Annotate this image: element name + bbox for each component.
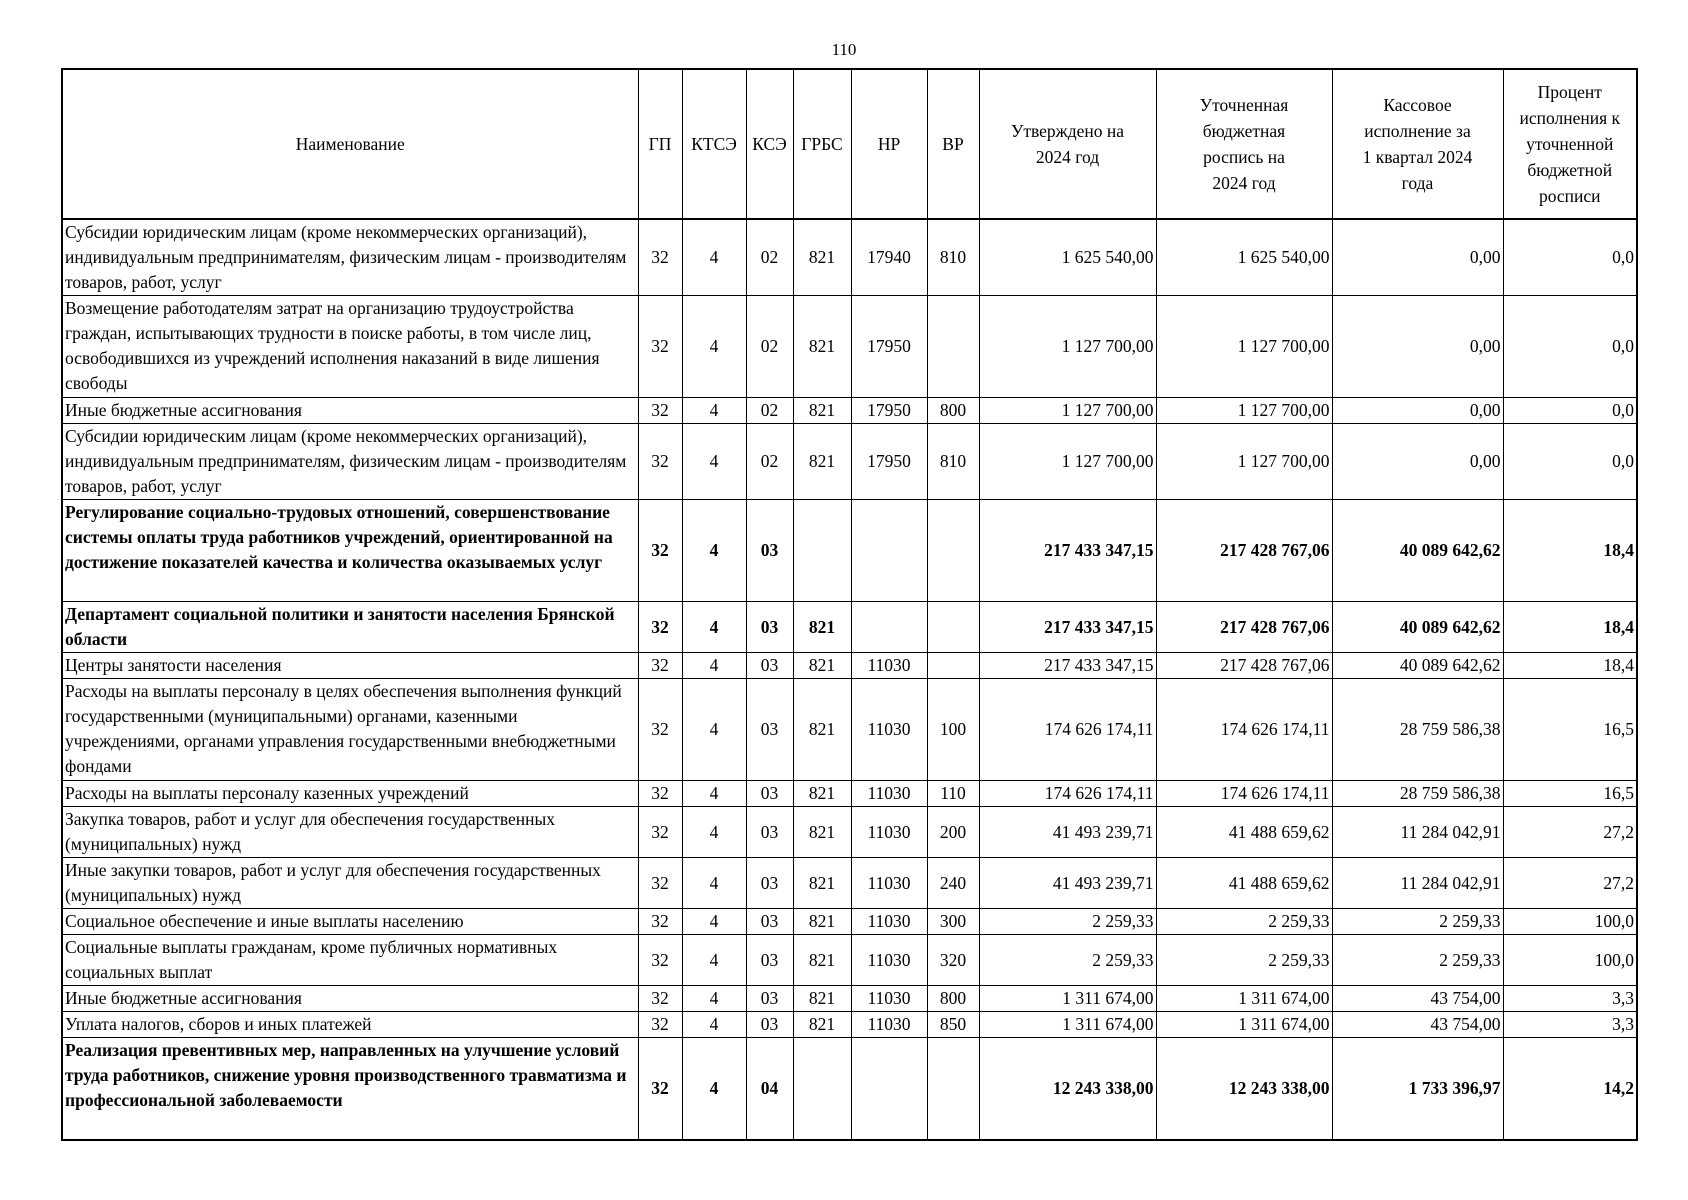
cell-cash: 11 284 042,91 <box>1332 807 1503 858</box>
cell-cash: 28 759 586,38 <box>1332 781 1503 807</box>
cell-grbs: 821 <box>793 781 851 807</box>
cell-name: Субсидии юридическим лицам (кроме некоммерческих организаций), индивидуальным предпринимателям, физическим лицам - производителям товаров, работ, услуг <box>62 424 638 500</box>
cell-percent: 27,2 <box>1503 807 1637 858</box>
cell-refined: 2 259,33 <box>1156 935 1332 986</box>
cell-name: Иные бюджетные ассигнования <box>62 398 638 424</box>
cell-kse: 03 <box>746 986 793 1012</box>
cell-ktse: 4 <box>682 296 746 398</box>
cell-grbs: 821 <box>793 986 851 1012</box>
cell-kse: 03 <box>746 1012 793 1038</box>
cell-approved: 1 127 700,00 <box>979 424 1156 500</box>
cell-ktse: 4 <box>682 219 746 296</box>
cell-nr: 11030 <box>851 1012 927 1038</box>
table-row <box>62 653 1637 679</box>
cell-grbs: 821 <box>793 935 851 986</box>
cell-approved: 217 433 347,15 <box>979 653 1156 679</box>
table-row <box>62 1038 1637 1140</box>
cell-name: Департамент социальной политики и занятости населения Брянской области <box>62 602 638 653</box>
cell-vr: 810 <box>927 219 979 296</box>
cell-nr: 17940 <box>851 219 927 296</box>
cell-gp: 32 <box>638 858 682 909</box>
cell-refined: 1 127 700,00 <box>1156 424 1332 500</box>
cell-ktse: 4 <box>682 424 746 500</box>
cell-approved: 217 433 347,15 <box>979 602 1156 653</box>
cell-kse: 02 <box>746 296 793 398</box>
header-vr: ВР <box>927 69 979 219</box>
cell-kse: 03 <box>746 500 793 602</box>
cell-kse: 03 <box>746 653 793 679</box>
cell-ktse: 4 <box>682 807 746 858</box>
cell-vr: 320 <box>927 935 979 986</box>
table-body <box>62 219 1637 1140</box>
cell-grbs: 821 <box>793 424 851 500</box>
cell-percent: 0,0 <box>1503 219 1637 296</box>
cell-name: Социальное обеспечение и иные выплаты населению <box>62 909 638 935</box>
cell-nr: 11030 <box>851 935 927 986</box>
cell-grbs: 821 <box>793 679 851 781</box>
cell-cash: 0,00 <box>1332 398 1503 424</box>
table-row <box>62 781 1637 807</box>
cell-cash: 43 754,00 <box>1332 1012 1503 1038</box>
cell-refined: 1 127 700,00 <box>1156 296 1332 398</box>
cell-cash: 43 754,00 <box>1332 986 1503 1012</box>
cell-refined: 2 259,33 <box>1156 909 1332 935</box>
cell-grbs <box>793 1038 851 1140</box>
cell-ktse: 4 <box>682 602 746 653</box>
header-grbs: ГРБС <box>793 69 851 219</box>
cell-approved: 2 259,33 <box>979 935 1156 986</box>
cell-percent: 0,0 <box>1503 398 1637 424</box>
cell-ktse: 4 <box>682 398 746 424</box>
table-row <box>62 424 1637 500</box>
cell-approved: 2 259,33 <box>979 909 1156 935</box>
cell-name: Закупка товаров, работ и услуг для обеспечения государственных (муниципальных) нужд <box>62 807 638 858</box>
cell-kse: 03 <box>746 909 793 935</box>
budget-table <box>61 68 1638 1141</box>
cell-kse: 03 <box>746 935 793 986</box>
cell-grbs: 821 <box>793 909 851 935</box>
cell-percent: 16,5 <box>1503 679 1637 781</box>
cell-vr <box>927 1038 979 1140</box>
table-row <box>62 398 1637 424</box>
table-row <box>62 1012 1637 1038</box>
cell-vr: 100 <box>927 679 979 781</box>
cell-ktse: 4 <box>682 781 746 807</box>
header-gp: ГП <box>638 69 682 219</box>
cell-refined: 1 311 674,00 <box>1156 1012 1332 1038</box>
cell-cash: 2 259,33 <box>1332 909 1503 935</box>
cell-refined: 217 428 767,06 <box>1156 500 1332 602</box>
cell-grbs: 821 <box>793 398 851 424</box>
cell-name: Реализация превентивных мер, направленных на улучшение условий труда работников, снижение уровня производственного травматизма и профессиональной заболеваемости <box>62 1038 638 1140</box>
cell-kse: 02 <box>746 424 793 500</box>
cell-nr: 11030 <box>851 653 927 679</box>
cell-gp: 32 <box>638 219 682 296</box>
cell-percent: 14,2 <box>1503 1038 1637 1140</box>
cell-gp: 32 <box>638 679 682 781</box>
cell-vr <box>927 296 979 398</box>
cell-grbs: 821 <box>793 653 851 679</box>
cell-approved: 41 493 239,71 <box>979 807 1156 858</box>
table-row <box>62 500 1637 602</box>
header-ktse: КТСЭ <box>682 69 746 219</box>
cell-refined: 1 127 700,00 <box>1156 398 1332 424</box>
cell-gp: 32 <box>638 296 682 398</box>
cell-percent: 18,4 <box>1503 500 1637 602</box>
cell-name: Иные бюджетные ассигнования <box>62 986 638 1012</box>
table-row <box>62 679 1637 781</box>
cell-nr <box>851 602 927 653</box>
cell-nr: 11030 <box>851 781 927 807</box>
header-name: Наименование <box>62 69 638 219</box>
cell-percent: 0,0 <box>1503 296 1637 398</box>
cell-percent: 3,3 <box>1503 986 1637 1012</box>
cell-ktse: 4 <box>682 935 746 986</box>
cell-cash: 2 259,33 <box>1332 935 1503 986</box>
cell-name: Иные закупки товаров, работ и услуг для обеспечения государственных (муниципальных) нужд <box>62 858 638 909</box>
cell-kse: 04 <box>746 1038 793 1140</box>
cell-nr: 11030 <box>851 909 927 935</box>
cell-name: Регулирование социально-трудовых отношений, совершенствование системы оплаты труда работников учреждений, ориентированной на достижение показателей качества и количества оказываемых услуг <box>62 500 638 602</box>
cell-percent: 0,0 <box>1503 424 1637 500</box>
cell-approved: 174 626 174,11 <box>979 679 1156 781</box>
table-row <box>62 807 1637 858</box>
cell-nr: 11030 <box>851 807 927 858</box>
cell-percent: 100,0 <box>1503 935 1637 986</box>
table-row <box>62 219 1637 296</box>
cell-name: Субсидии юридическим лицам (кроме некоммерческих организаций), индивидуальным предпринимателям, физическим лицам - производителям товаров, работ, услуг <box>62 219 638 296</box>
header-row <box>62 69 1637 219</box>
cell-refined: 174 626 174,11 <box>1156 679 1332 781</box>
cell-cash: 0,00 <box>1332 296 1503 398</box>
cell-nr <box>851 500 927 602</box>
cell-percent: 3,3 <box>1503 1012 1637 1038</box>
cell-approved: 1 311 674,00 <box>979 1012 1156 1038</box>
cell-vr: 300 <box>927 909 979 935</box>
cell-nr: 17950 <box>851 424 927 500</box>
cell-gp: 32 <box>638 602 682 653</box>
cell-kse: 03 <box>746 858 793 909</box>
cell-gp: 32 <box>638 653 682 679</box>
cell-cash: 40 089 642,62 <box>1332 500 1503 602</box>
cell-approved: 41 493 239,71 <box>979 858 1156 909</box>
cell-name: Возмещение работодателям затрат на организацию трудоустройства граждан, испытывающих трудности в поиске работы, в том числе лиц, освободившихся из учреждений исполнения наказаний в виде лишения свободы <box>62 296 638 398</box>
header-refined: Уточненная бюджетная роспись на 2024 год <box>1156 69 1332 219</box>
cell-gp: 32 <box>638 986 682 1012</box>
cell-approved: 1 127 700,00 <box>979 296 1156 398</box>
cell-refined: 12 243 338,00 <box>1156 1038 1332 1140</box>
cell-vr: 200 <box>927 807 979 858</box>
cell-refined: 41 488 659,62 <box>1156 807 1332 858</box>
cell-name: Центры занятости населения <box>62 653 638 679</box>
header-percent: Процент исполнения к уточненной бюджетной росписи <box>1503 69 1637 219</box>
cell-percent: 16,5 <box>1503 781 1637 807</box>
cell-cash: 0,00 <box>1332 219 1503 296</box>
table-row <box>62 909 1637 935</box>
cell-refined: 41 488 659,62 <box>1156 858 1332 909</box>
cell-grbs: 821 <box>793 807 851 858</box>
cell-approved: 12 243 338,00 <box>979 1038 1156 1140</box>
cell-grbs: 821 <box>793 602 851 653</box>
cell-vr: 810 <box>927 424 979 500</box>
header-approved: Утверждено на 2024 год <box>979 69 1156 219</box>
table-row <box>62 296 1637 398</box>
cell-grbs: 821 <box>793 219 851 296</box>
cell-grbs <box>793 500 851 602</box>
table-row <box>62 935 1637 986</box>
cell-refined: 217 428 767,06 <box>1156 653 1332 679</box>
cell-ktse: 4 <box>682 858 746 909</box>
cell-name: Уплата налогов, сборов и иных платежей <box>62 1012 638 1038</box>
cell-refined: 1 311 674,00 <box>1156 986 1332 1012</box>
cell-refined: 1 625 540,00 <box>1156 219 1332 296</box>
cell-refined: 217 428 767,06 <box>1156 602 1332 653</box>
cell-cash: 1 733 396,97 <box>1332 1038 1503 1140</box>
cell-ktse: 4 <box>682 909 746 935</box>
cell-percent: 18,4 <box>1503 602 1637 653</box>
cell-kse: 03 <box>746 807 793 858</box>
cell-gp: 32 <box>638 909 682 935</box>
cell-name: Социальные выплаты гражданам, кроме публичных нормативных социальных выплат <box>62 935 638 986</box>
cell-ktse: 4 <box>682 653 746 679</box>
cell-ktse: 4 <box>682 1038 746 1140</box>
cell-gp: 32 <box>638 935 682 986</box>
cell-nr: 17950 <box>851 398 927 424</box>
table-row <box>62 602 1637 653</box>
cell-kse: 03 <box>746 679 793 781</box>
cell-approved: 1 625 540,00 <box>979 219 1156 296</box>
cell-vr <box>927 602 979 653</box>
header-kse: КСЭ <box>746 69 793 219</box>
cell-gp: 32 <box>638 424 682 500</box>
cell-vr: 240 <box>927 858 979 909</box>
cell-grbs: 821 <box>793 1012 851 1038</box>
table-row <box>62 858 1637 909</box>
cell-gp: 32 <box>638 500 682 602</box>
cell-percent: 18,4 <box>1503 653 1637 679</box>
cell-vr: 800 <box>927 398 979 424</box>
cell-percent: 27,2 <box>1503 858 1637 909</box>
cell-ktse: 4 <box>682 986 746 1012</box>
cell-ktse: 4 <box>682 500 746 602</box>
cell-vr <box>927 653 979 679</box>
cell-cash: 0,00 <box>1332 424 1503 500</box>
page-number: 110 <box>831 40 857 59</box>
cell-cash: 40 089 642,62 <box>1332 653 1503 679</box>
cell-approved: 174 626 174,11 <box>979 781 1156 807</box>
cell-vr: 110 <box>927 781 979 807</box>
cell-kse: 03 <box>746 781 793 807</box>
cell-ktse: 4 <box>682 679 746 781</box>
cell-cash: 11 284 042,91 <box>1332 858 1503 909</box>
table-row <box>62 986 1637 1012</box>
cell-approved: 1 127 700,00 <box>979 398 1156 424</box>
header-nr: НР <box>851 69 927 219</box>
cell-name: Расходы на выплаты персоналу казенных учреждений <box>62 781 638 807</box>
cell-refined: 174 626 174,11 <box>1156 781 1332 807</box>
cell-gp: 32 <box>638 1038 682 1140</box>
cell-nr: 17950 <box>851 296 927 398</box>
cell-name: Расходы на выплаты персоналу в целях обеспечения выполнения функций государственными (муниципальными) органами, казенными учреждениями, органами управления государственными внебюджетными фондами <box>62 679 638 781</box>
cell-grbs: 821 <box>793 858 851 909</box>
cell-nr: 11030 <box>851 858 927 909</box>
cell-cash: 40 089 642,62 <box>1332 602 1503 653</box>
cell-approved: 217 433 347,15 <box>979 500 1156 602</box>
cell-percent: 100,0 <box>1503 909 1637 935</box>
cell-vr: 850 <box>927 1012 979 1038</box>
cell-nr <box>851 1038 927 1140</box>
cell-grbs: 821 <box>793 296 851 398</box>
cell-approved: 1 311 674,00 <box>979 986 1156 1012</box>
cell-nr: 11030 <box>851 986 927 1012</box>
cell-kse: 03 <box>746 602 793 653</box>
cell-vr: 800 <box>927 986 979 1012</box>
cell-nr: 11030 <box>851 679 927 781</box>
cell-gp: 32 <box>638 781 682 807</box>
cell-kse: 02 <box>746 219 793 296</box>
cell-gp: 32 <box>638 398 682 424</box>
cell-vr <box>927 500 979 602</box>
cell-gp: 32 <box>638 1012 682 1038</box>
cell-cash: 28 759 586,38 <box>1332 679 1503 781</box>
cell-kse: 02 <box>746 398 793 424</box>
cell-ktse: 4 <box>682 1012 746 1038</box>
header-cash: Кассовое исполнение за 1 квартал 2024 года <box>1332 69 1503 219</box>
cell-gp: 32 <box>638 807 682 858</box>
